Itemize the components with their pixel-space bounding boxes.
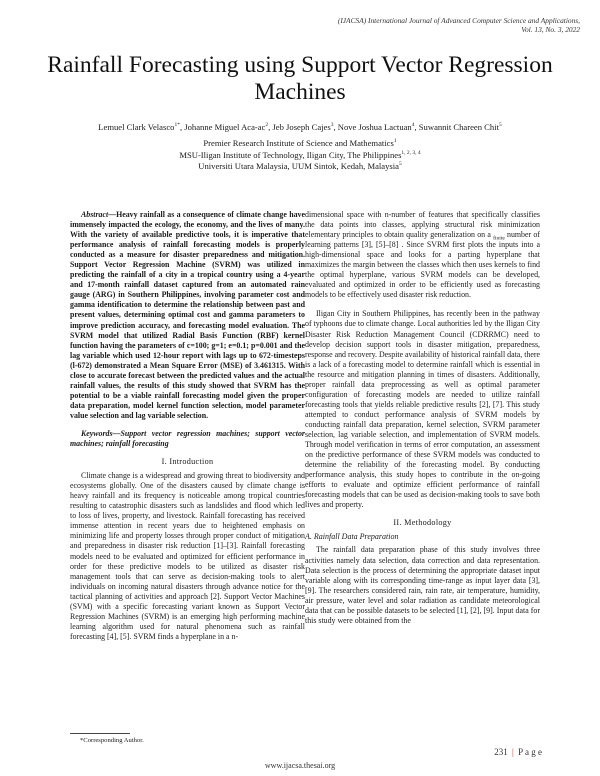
abstract — [70, 210, 305, 421]
author-list: Lemuel Clark Velasco$^{1*}$, Johanne Miguel Aca-$ac^2$, Jeb Joseph Cajes$^3$, Nove Joshua Lactuan$^4$, Suwannit Chareen Chit$^5$ — [98, 122, 502, 132]
footnote-divider — [70, 733, 130, 734]
affiliation-mark: 5 — [398, 161, 402, 168]
subscript-word: finite — [493, 235, 505, 242]
footnote: *Corresponding Author. — [80, 737, 144, 744]
author-name: Johanne Miguel Aca-ac — [184, 122, 266, 132]
author-mark: 5 — [498, 122, 502, 129]
affiliation-text: Premier Research Institute of Science and Mathematics — [203, 138, 394, 148]
paragraph: Climate change is a widespread and growing threat to biodiversity and ecosystems globally. One of the disasters caused by climate change is heavy rainfall and its frequency is noticeable among tropical countries resulting to catastrophic disasters such as landslides and flood which led to loss of lives, property, and livestock. Rainfall forecasting has received immense attention in recent years due to heightened emphasis on minimizing life and property losses through proper conduct of mitigation and preparedness in disaster risk reduction [1]–[3]. Rainfall forecasting models need to be evaluated and optimized for efficient performance in order for these predictive models to be utilized as disaster risk management tools that can serve as decision-making tools to alert individuals on incoming natural disasters through advance notice for the tactical planning of activities and approach [2]. Support Vector Machines (SVM) with a specific forecasting variant known as Support Vector Regression Machines (SVRM) is an emerging high performing machine learning algorithm used for natural phenomena such as rainfall forecasting [4], [5]. SVRM finds a hyperplane in a n- — [70, 471, 305, 641]
affiliation-text: Universiti Utara Malaysia, UUM Sintok, Kedah, Malaysia — [198, 161, 399, 172]
section-heading-introduction: I. Introduction — [161, 457, 214, 467]
affiliation — [20, 138, 580, 150]
page-separator: | — [512, 747, 514, 757]
paragraph-text: number of learning patterns [3], [5]–[8] . Since SVRM first plots the inputs into a high-dimensional space and looks for a parting hyperplane that maximizes the margin between the classes which then uses kernels to find the optimal hyperplane, various SVRM models can be developed, evaluated and optimized in order to be efficiently used as forecasting models to be effectively used disaster risk reduction. — [305, 230, 540, 300]
journal-website: www.ijacsa.thesai.org — [264, 761, 336, 770]
affiliation-mark: 1 — [393, 138, 397, 145]
author-name: Suwannit Chareen Chit — [418, 122, 499, 132]
affiliation — [20, 150, 580, 162]
author-mark: 3 — [330, 122, 334, 129]
affiliations — [20, 138, 580, 173]
author-name: Lemuel Clark Velasco — [98, 122, 175, 132]
paper-title: Rainfall Forecasting using Support Vector Regression Machines — [47, 52, 553, 105]
abstract-label: Abstract — [81, 210, 109, 219]
author-name: Jeb Joseph Cajes — [272, 122, 331, 132]
keywords — [70, 429, 305, 449]
paragraph: Iligan City in Southern Philippines, has recently been in the pathway of typhoons due to climate change. Local authorities led by the Iligan City Disaster Risk Reduction Management Council (CDRRMC) need to develop decision support tools in disaster mitigation, preparedness, response and recovery. Despite availability of historical rainfall data, there is a lack of a forecasting model to determine rainfall which is essential in the resource and mitigation planning in times of disasters. Additionally, proper rainfall data preprocessing as well as optimal parameter configuration of forecasting models are needed to utilize rainfall forecasting tools that yields reliable predictive results [2], [7]. This study attempted to conduct performance analysis of SVRM models by conducting rainfall data preparation, kernel selection, SVRM parameter selection, lag variable selection, and implementation of SVRM models. Through model verification in terms of error computation, an assessment on the predictive performance of these SVRM models was conducted to determine the reliability of the forecasting model. By conducting performance analysis, this study hopes to contribute in the on-going efforts to evaluate and optimize efficient performance of rainfall forecasting models that can be used as decision-making tools to save both lives and property. — [305, 309, 541, 510]
paragraph — [305, 210, 540, 300]
paragraph-text: dimensional space with n-number of features that specifically classifies the data points into classes, applying structural risk minimization elementary principles to obtain quality generalization on a — [305, 210, 540, 240]
affiliation-text: MSU-Iligan Institute of Technology, Iligan City, The Philippines — [179, 149, 402, 160]
section-heading-methodology: II. Methodology — [393, 518, 452, 528]
abstract-text: —Heavy rainfall as a consequence of climate change have immensely impacted the ecology, the economy, and the lives of many. With the variety of available predictive tools, it is imperative that performance analysis of rainfall forecasting models is properly conducted as a measure for disaster preparedness and mitigation. Support Vector Regression Machine (SVRM) was utilized in predicting the rainfall of a city in a tropical country using a 4-year and 17-month rainfall dataset captured from an automated rain gauge (ARG) in Southern Philippines, involving parameter cost and gamma identification to determine the relationship between past and present values, determining optimal cost and gamma parameters to improve prediction accuracy, and forecasting model evaluation. The SVRM model that utilized Radial Basis Function (RBF) kernel function having the parameters of c=100; g=1; e=0.1; p=0.001 and the lag variable which used 12-hour report with lags up to 672-timesteps (l-672) demonstrated a Mean Square Error (MSE) of 3.461315. With close to accurate forecast between the predicted values and the actual rainfall values, the results of this study showed that SVRM has the potential to be a viable rainfall forecasting model given the proper data preparation, model kernel function selection, model parameter value selection and lag variable selection. — [70, 210, 305, 420]
author-name: Nove Joshua Lactuan — [337, 122, 412, 132]
affiliation — [20, 161, 580, 173]
author-mark: 2 — [265, 122, 269, 129]
paragraph: The rainfall data preparation phase of this study involves three activities namely data selection, data correction and data representation. Data selection is the process of determining the appropriate dataset input variable along with its corresponding time-range as input layer data [3], [9]. The researchers considered rain, rain rate, air temperature, humidity, air pressure, water level and solar radiation as candidate meteorological data that can be possible datasets to be selected [1], [2], [9]. Input data for this study were obtained from the — [305, 545, 540, 625]
subsection-heading: A. Rainfall Data Preparation — [305, 532, 399, 542]
page-number — [494, 747, 542, 757]
affiliation-mark: 1, 2, 3, 4 — [401, 149, 421, 156]
author-mark: 4 — [411, 122, 415, 129]
left-column — [70, 210, 305, 642]
keywords-text: —Support vector regression machines; support vector machines; rainfall forecasting — [70, 428, 305, 449]
journal-volume: Vol. 13, No. 3, 2022 — [521, 25, 580, 34]
page-word: P a g e — [518, 747, 542, 757]
right-column — [305, 210, 540, 626]
journal-header — [240, 16, 580, 34]
journal-name: (IJACSA) International Journal of Advanced Computer Science and Applications, — [337, 16, 580, 25]
keywords-label: Keywords — [81, 428, 113, 438]
author-mark: 1* — [174, 122, 180, 129]
page-number-value: 231 — [494, 747, 508, 757]
